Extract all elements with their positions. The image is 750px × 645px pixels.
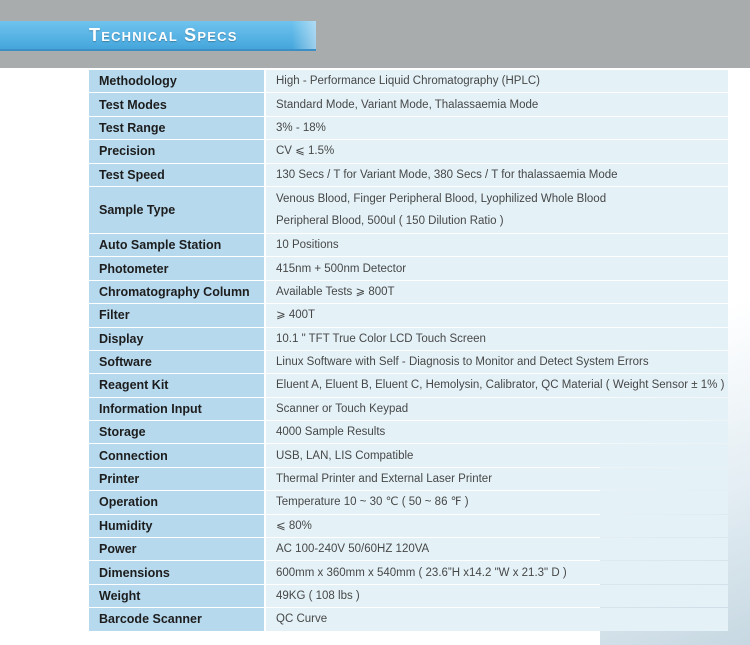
spec-label: Power [89, 538, 266, 560]
spec-value-line: Available Tests ⩾ 800T [276, 285, 395, 298]
specs-table-body [89, 70, 728, 631]
spec-row [89, 234, 728, 256]
spec-label: Storage [89, 421, 266, 443]
spec-value-line: High - Performance Liquid Chromatography (HPLC) [276, 75, 540, 88]
spec-value-line: 4000 Sample Results [276, 426, 386, 439]
spec-value-line: ⩽ 80% [276, 519, 312, 532]
spec-label: Test Range [89, 117, 266, 139]
spec-row [89, 444, 728, 466]
spec-label: Sample Type [89, 187, 266, 233]
spec-value [266, 328, 728, 350]
spec-row [89, 398, 728, 420]
spec-label: Humidity [89, 515, 266, 537]
title-tab [0, 21, 316, 51]
spec-value-line: Venous Blood, Finger Peripheral Blood, Lyophilized Whole Blood [276, 192, 607, 205]
spec-label: Test Speed [89, 164, 266, 186]
spec-row [89, 585, 728, 607]
spec-value-line: Linux Software with Self - Diagnosis to Monitor and Detect System Errors [276, 356, 649, 369]
specs-table [89, 69, 728, 632]
spec-value [266, 561, 728, 583]
spec-row [89, 608, 728, 630]
spec-value-line: CV ⩽ 1.5% [276, 145, 335, 158]
spec-value [266, 234, 728, 256]
title-tab-shade [292, 21, 316, 49]
spec-value [266, 491, 728, 513]
spec-label: Connection [89, 444, 266, 466]
spec-label: Operation [89, 491, 266, 513]
spec-value [266, 585, 728, 607]
spec-label: Printer [89, 468, 266, 490]
spec-value [266, 608, 728, 630]
spec-value-line: Temperature 10 ~ 30 ℃ ( 50 ~ 86 ℉ ) [276, 496, 469, 509]
spec-label: Dimensions [89, 561, 266, 583]
spec-value [266, 398, 728, 420]
spec-value [266, 468, 728, 490]
spec-label: Test Modes [89, 93, 266, 115]
spec-row [89, 515, 728, 537]
spec-value-line: Peripheral Blood, 500ul ( 150 Dilution Ratio ) [276, 214, 504, 227]
spec-value [266, 187, 728, 233]
spec-value [266, 515, 728, 537]
spec-value-line: Thermal Printer and External Laser Printer [276, 473, 493, 486]
spec-value [266, 93, 728, 115]
spec-row [89, 93, 728, 115]
spec-label: Methodology [89, 70, 266, 92]
spec-label: Auto Sample Station [89, 234, 266, 256]
spec-value-line: 49KG ( 108 lbs ) [276, 590, 360, 602]
spec-label: Weight [89, 585, 266, 607]
spec-value [266, 70, 728, 92]
spec-value-line: Scanner or Touch Keypad [276, 402, 409, 415]
spec-row [89, 164, 728, 186]
spec-label: Reagent Kit [89, 374, 266, 396]
spec-label: Precision [89, 140, 266, 162]
spec-row [89, 538, 728, 560]
spec-row [89, 117, 728, 139]
spec-row [89, 281, 728, 303]
spec-value [266, 421, 728, 443]
spec-row [89, 491, 728, 513]
spec-row [89, 187, 728, 233]
spec-row [89, 304, 728, 326]
spec-row [89, 421, 728, 443]
spec-value-line: AC 100-240V 50/60HZ 120VA [276, 543, 430, 556]
spec-label: Filter [89, 304, 266, 326]
spec-value [266, 538, 728, 560]
spec-value [266, 257, 728, 279]
spec-label: Information Input [89, 398, 266, 420]
spec-value [266, 374, 728, 396]
spec-label: Chromatography Column [89, 281, 266, 303]
spec-value [266, 117, 728, 139]
spec-row [89, 351, 728, 373]
spec-row [89, 140, 728, 162]
spec-value-line: 3% - 18% [276, 121, 326, 134]
spec-value [266, 304, 728, 326]
spec-value-line: 600mm x 360mm x 540mm ( 23.6”H x14.2 "W x 21.3" D ) [276, 566, 567, 579]
spec-label: Software [89, 351, 266, 373]
spec-label: Photometer [89, 257, 266, 279]
spec-label: Display [89, 328, 266, 350]
spec-value-line: Standard Mode, Variant Mode, Thalassaemia Mode [276, 98, 539, 111]
spec-value-line: Eluent A, Eluent B, Eluent C, Hemolysin, Calibrator, QC Material ( Weight Sensor ± 1% ) [276, 379, 725, 392]
spec-row [89, 561, 728, 583]
spec-value-line: 10 Positions [276, 239, 339, 252]
spec-value-line: 10.1 " TFT True Color LCD Touch Screen [276, 332, 486, 345]
spec-value [266, 164, 728, 186]
spec-label: Barcode Scanner [89, 608, 266, 630]
spec-row [89, 374, 728, 396]
spec-value-line: USB, LAN, LIS Compatible [276, 449, 414, 462]
spec-value-line: 130 Secs / T for Variant Mode, 380 Secs / T for thalassaemia Mode [276, 168, 618, 181]
spec-value-line: QC Curve [276, 613, 328, 626]
spec-value [266, 140, 728, 162]
spec-row [89, 468, 728, 490]
spec-value-line: ⩾ 400T [276, 309, 316, 322]
spec-value [266, 444, 728, 466]
spec-row [89, 328, 728, 350]
spec-value [266, 281, 728, 303]
page-title: Technical Specs [89, 25, 238, 45]
spec-row [89, 70, 728, 92]
spec-value [266, 351, 728, 373]
spec-value-line: 415nm + 500nm Detector [276, 262, 407, 275]
spec-row [89, 257, 728, 279]
